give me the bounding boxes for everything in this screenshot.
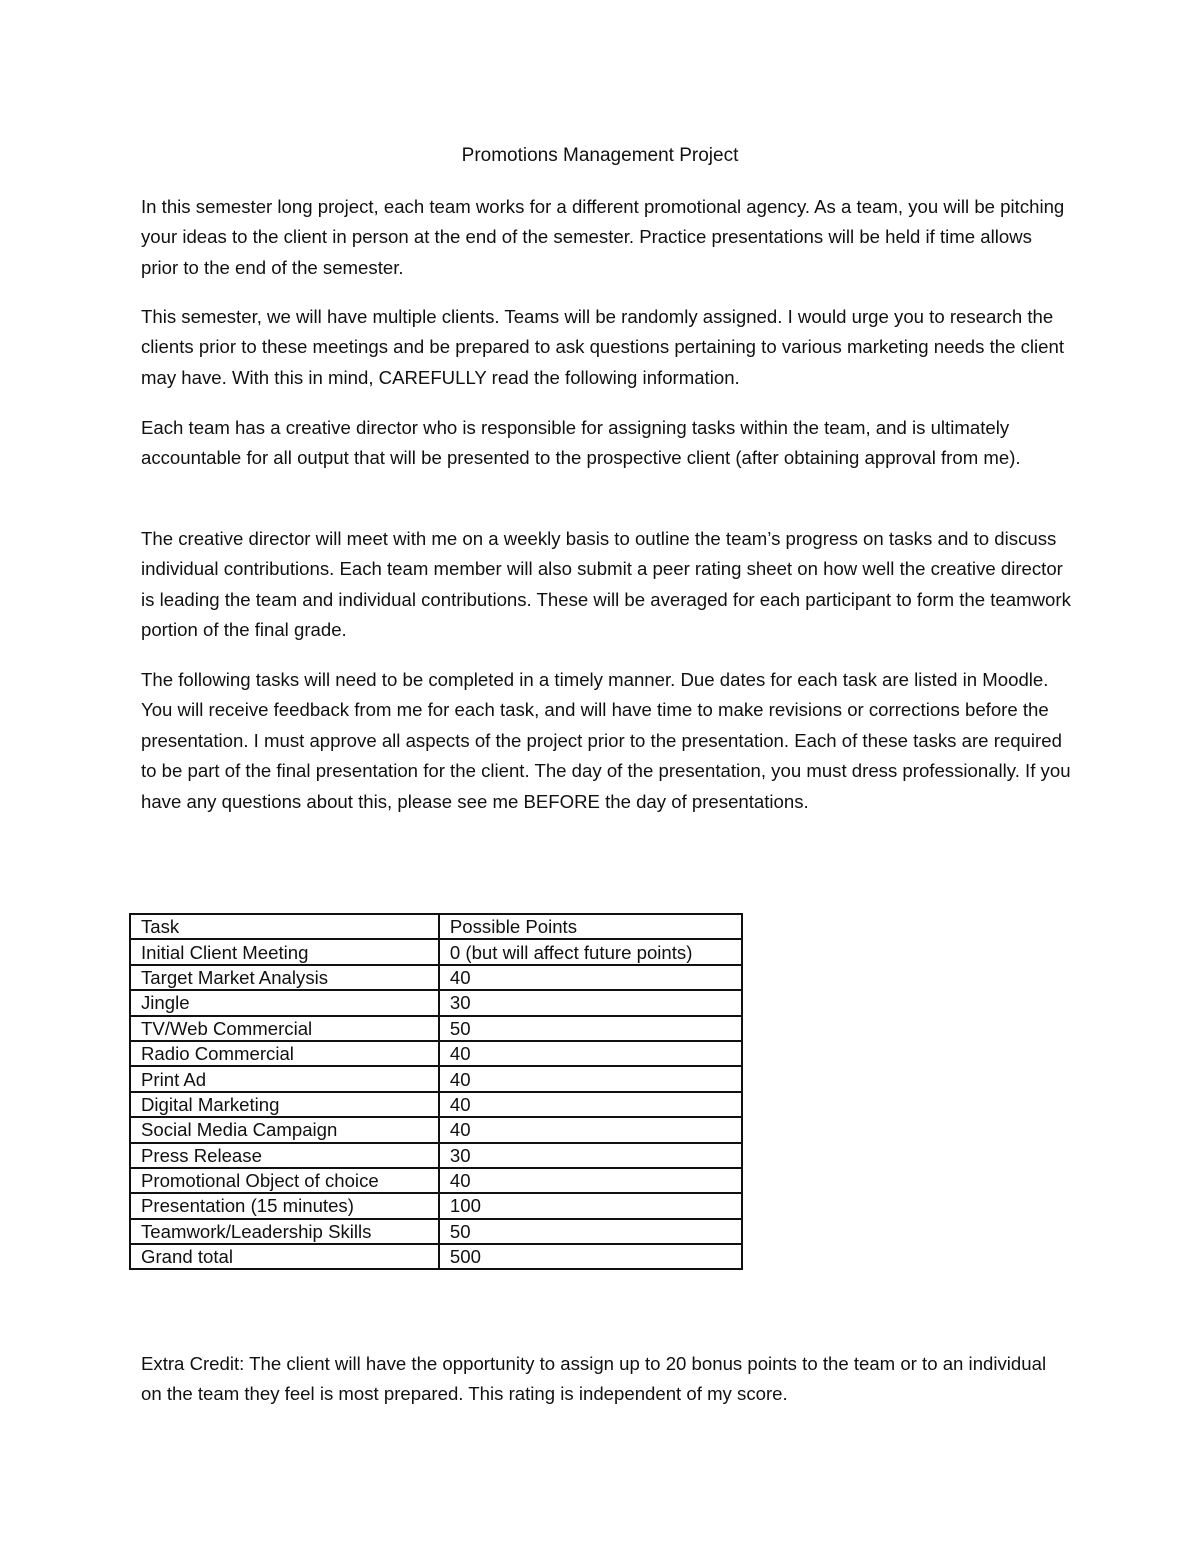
task-cell: Grand total xyxy=(130,1244,439,1269)
task-cell: Social Media Campaign xyxy=(130,1117,439,1142)
page-title: Promotions Management Project xyxy=(461,145,739,166)
task-cell: Promotional Object of choice xyxy=(130,1168,439,1193)
points-cell: 50 xyxy=(439,1219,742,1244)
table-row xyxy=(130,990,742,1015)
table-row xyxy=(130,1092,742,1117)
table-row xyxy=(130,939,742,964)
tasks-paragraph: The following tasks will need to be completed in a timely manner. Due dates for each task are listed in Moodle. You will receive feedback from me for each task, and will have time to make revisions or corrections before the presentation. I must approve all aspects of the project prior to the presentation. Each of these tasks are required to be part of the final presentation for the client. The day of the presentation, you must dress professionally. If you have any questions about this, please see me BEFORE the day of presentations. xyxy=(141,669,1071,812)
weekly-meeting-paragraph: The creative director will meet with me on a weekly basis to outline the team’s progress on tasks and to discuss individual contributions. Each team member will also submit a peer rating sheet on how well the creative director is leading the team and individual contributions. These will be averaged for each participant to form the teamwork portion of the final grade. xyxy=(141,528,1071,641)
clients-paragraph: This semester, we will have multiple clients. Teams will be randomly assigned. I would urge you to research the clients prior to these meetings and be prepared to ask questions pertaining to various marketing needs the client may have. With this in mind, CAREFULLY read the following information. xyxy=(141,306,1064,388)
task-cell: Target Market Analysis xyxy=(130,965,439,990)
table-row xyxy=(130,1016,742,1041)
table-header-points: Possible Points xyxy=(439,914,742,939)
points-cell: 40 xyxy=(439,965,742,990)
task-cell: Jingle xyxy=(130,990,439,1015)
points-cell: 100 xyxy=(439,1193,742,1218)
points-cell: 40 xyxy=(439,1041,742,1066)
task-cell: Print Ad xyxy=(130,1066,439,1091)
task-cell: Press Release xyxy=(130,1143,439,1168)
points-cell: 500 xyxy=(439,1244,742,1269)
table-row-total xyxy=(130,1244,742,1269)
points-cell: 0 (but will affect future points) xyxy=(439,939,742,964)
table-row xyxy=(130,1066,742,1091)
points-cell: 40 xyxy=(439,1117,742,1142)
task-cell: Initial Client Meeting xyxy=(130,939,439,964)
intro-paragraph: In this semester long project, each team works for a different promotional agency. As a team, you will be pitching your ideas to the client in person at the end of the semester. Practice presentations will be held if time allows prior to the end of the semester. xyxy=(141,196,1065,278)
task-cell: Presentation (15 minutes) xyxy=(130,1193,439,1218)
points-cell: 50 xyxy=(439,1016,742,1041)
table-header-row xyxy=(130,914,742,939)
table-header-task: Task xyxy=(130,914,439,939)
points-table xyxy=(129,913,743,1270)
task-cell: Teamwork/Leadership Skills xyxy=(130,1219,439,1244)
task-cell: Radio Commercial xyxy=(130,1041,439,1066)
task-cell: Digital Marketing xyxy=(130,1092,439,1117)
points-cell: 40 xyxy=(439,1168,742,1193)
points-cell: 40 xyxy=(439,1066,742,1091)
points-cell: 40 xyxy=(439,1092,742,1117)
extra-credit-paragraph: Extra Credit: The client will have the opportunity to assign up to 20 bonus points to the team or to an individual on the team they feel is most prepared. This rating is independent of my score. xyxy=(141,1353,1047,1405)
table-row xyxy=(130,1168,742,1193)
table-row xyxy=(130,1117,742,1142)
table-row xyxy=(130,1143,742,1168)
table-row xyxy=(130,965,742,990)
creative-director-paragraph: Each team has a creative director who is responsible for assigning tasks within the team, and is ultimately accountable for all output that will be presented to the prospective client (after obtaining approval from me). xyxy=(141,417,1021,469)
table-row xyxy=(130,1193,742,1218)
task-cell: TV/Web Commercial xyxy=(130,1016,439,1041)
table-row xyxy=(130,1041,742,1066)
table-row xyxy=(130,1219,742,1244)
points-cell: 30 xyxy=(439,1143,742,1168)
points-cell: 30 xyxy=(439,990,742,1015)
